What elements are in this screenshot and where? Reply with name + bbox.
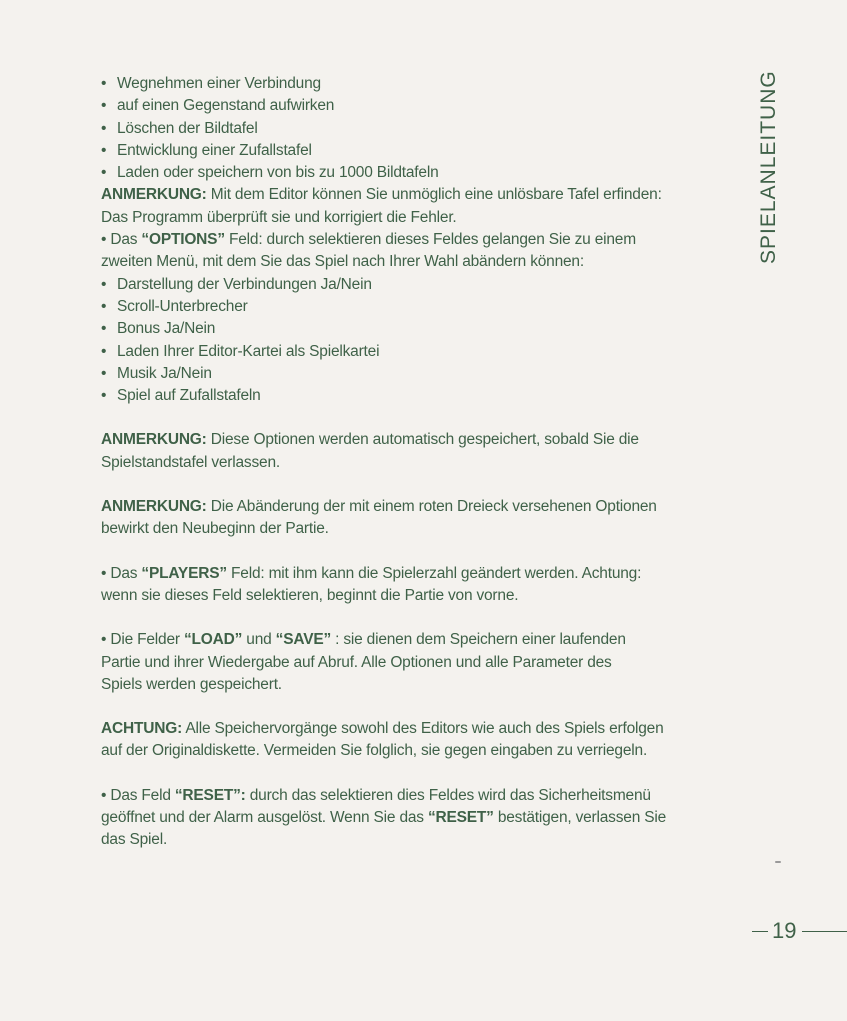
bullet-text: Bonus Ja/Nein [117, 320, 216, 338]
bullet-item [101, 363, 741, 385]
text-run: auf der Originaldiskette. Vermeiden Sie folglich, sie gegen eingaben zu verriegeln. [101, 742, 648, 760]
bold-keyword: “LOAD” [183, 631, 243, 649]
text-run: • Die Felder [101, 631, 184, 649]
bullet-item [101, 274, 741, 296]
bullet-text: auf einen Gegenstand aufwirken [117, 97, 335, 115]
paragraph-line [101, 807, 741, 829]
paragraph-line [101, 652, 741, 674]
bullet-item [101, 118, 741, 140]
paragraph-gap [101, 541, 741, 563]
bullet-text: Laden oder speichern von bis zu 1000 Bildtafeln [117, 164, 439, 182]
bullet-text: Laden Ihrer Editor-Kartei als Spielkartei [117, 342, 380, 360]
bullet-text: Musik Ja/Nein [117, 364, 212, 382]
bold-keyword: ANMERKUNG: [101, 498, 207, 516]
paragraph-line [101, 563, 741, 585]
paragraph-line [101, 229, 741, 251]
bullet-text: Darstellung der Verbindungen Ja/Nein [117, 275, 372, 293]
paragraph-gap [101, 763, 741, 785]
bullet-dot-icon: • [101, 297, 107, 315]
paragraph-line [101, 629, 741, 651]
bullet-item [101, 95, 741, 117]
text-run: wenn sie dieses Feld selektieren, beginnt die Partie von vorne. [101, 586, 519, 604]
text-run: zweiten Menü, mit dem Sie das Spiel nach Ihrer Wahl abändern können: [101, 253, 584, 271]
text-run: bestätigen, verlassen Sie [493, 809, 667, 827]
bullet-item [101, 341, 741, 363]
bullet-item [101, 73, 741, 95]
paragraph-line [101, 429, 741, 451]
paragraph-line [101, 251, 741, 273]
paragraph-line [101, 452, 741, 474]
paragraph-line [101, 496, 741, 518]
bold-keyword: ACHTUNG: [101, 720, 183, 738]
paragraph-line [101, 785, 741, 807]
bullet-dot-icon: • [101, 320, 107, 338]
text-run: Spielstandstafel verlassen. [101, 453, 280, 471]
text-run: bewirkt den Neubeginn der Partie. [101, 520, 329, 538]
text-run: durch das selektieren dies Feldes wird das Sicherheitsmenü [245, 786, 651, 804]
paragraph-gap [101, 474, 741, 496]
text-run: • Das [101, 564, 142, 582]
text-run: Alle Speichervorgänge sowohl des Editors wie auch des Spiels erfolgen [182, 720, 664, 738]
text-run: Feld: mit ihm kann die Spielerzahl geändert werden. Achtung: [226, 564, 642, 582]
bullet-dot-icon: • [101, 364, 107, 382]
page-number: 19 [772, 918, 797, 943]
bullet-item [101, 385, 741, 407]
text-run: geöffnet und der Alarm ausgelöst. Wenn Sie das [101, 809, 428, 827]
text-run: Die Abänderung der mit einem roten Dreieck versehenen Optionen [206, 498, 657, 516]
text-run: : sie dienen dem Speichern einer laufenden [331, 631, 626, 649]
text-run: • Das [101, 231, 142, 249]
bullet-dot-icon: • [101, 119, 107, 137]
text-run: Feld: durch selektieren dieses Feldes gelangen Sie zu einem [224, 231, 636, 249]
bold-keyword: “SAVE” [275, 631, 332, 649]
text-run: das Spiel. [101, 831, 168, 849]
paper-speck [775, 861, 781, 863]
bullet-item [101, 140, 741, 162]
page-number-rule-left [752, 931, 768, 932]
paragraph-line [101, 207, 741, 229]
bullet-dot-icon: • [101, 342, 107, 360]
paragraph-line [101, 518, 741, 540]
bold-keyword: ANMERKUNG: [101, 186, 207, 204]
paragraph-line [101, 585, 741, 607]
bullet-dot-icon: • [101, 164, 107, 182]
text-run: und [242, 631, 276, 649]
bold-keyword: “RESET” [427, 809, 494, 827]
paragraph-gap [101, 407, 741, 429]
bold-keyword: “OPTIONS” [141, 231, 225, 249]
text-run: Diese Optionen werden automatisch gespeichert, sobald Sie die [206, 431, 639, 449]
bullet-text: Wegnehmen einer Verbindung [117, 75, 321, 92]
page-number-area [752, 916, 847, 946]
paragraph-gap [101, 696, 741, 718]
bullet-dot-icon: • [101, 141, 107, 159]
text-run: Mit dem Editor können Sie unmöglich eine unlösbare Tafel erfinden: [206, 186, 662, 204]
bullet-dot-icon: • [101, 97, 107, 115]
bullet-item [101, 162, 741, 184]
bold-keyword: “RESET”: [174, 786, 246, 804]
page-number-rule-right [802, 931, 847, 932]
bullet-dot-icon: • [101, 387, 107, 405]
bullet-dot-icon: • [101, 275, 107, 293]
text-run: Das Programm überprüft sie und korrigiert die Fehler. [101, 208, 457, 226]
bullet-dot-icon: • [101, 75, 107, 92]
bullet-item [101, 318, 741, 340]
bullet-text: Scroll-Unterbrecher [117, 297, 248, 315]
bullet-text: Spiel auf Zufallstafeln [117, 387, 261, 405]
bullet-text: Löschen der Bildtafel [117, 119, 258, 137]
bold-keyword: ANMERKUNG: [101, 431, 207, 449]
paragraph-line [101, 184, 741, 206]
bold-keyword: “PLAYERS” [141, 564, 227, 582]
text-run: Spiels werden gespeichert. [101, 675, 282, 693]
paragraph-line [101, 674, 741, 696]
paragraph-line [101, 718, 741, 740]
bullet-item [101, 296, 741, 318]
section-title-vertical: SPIELANLEITUNG [757, 70, 780, 264]
paragraph-gap [101, 607, 741, 629]
paragraph-line [101, 829, 741, 851]
paragraph-line [101, 740, 741, 762]
page-body-text [101, 73, 741, 852]
bullet-text: Entwicklung einer Zufallstafel [117, 141, 312, 159]
text-run: Partie und ihrer Wiedergabe auf Abruf. Alle Optionen und alle Parameter des [101, 653, 612, 671]
text-run: • Das Feld [101, 786, 175, 804]
